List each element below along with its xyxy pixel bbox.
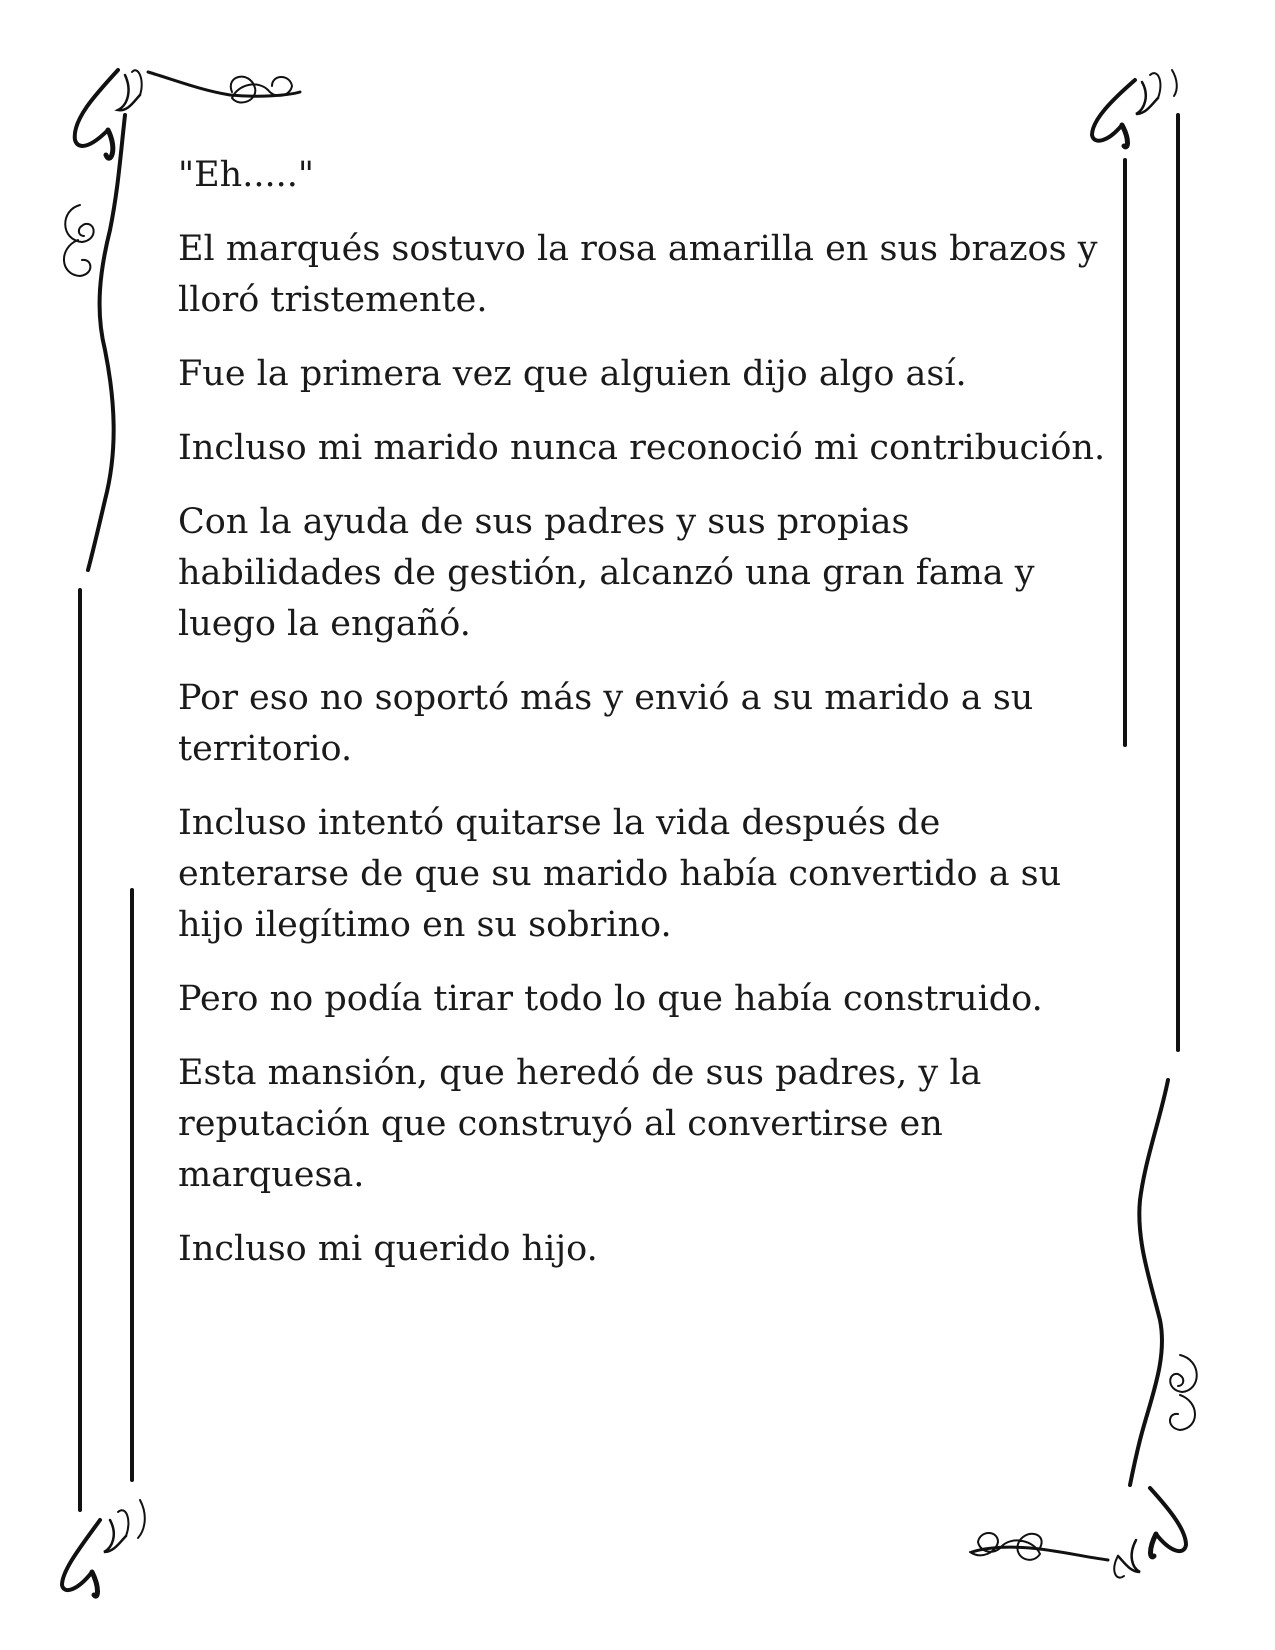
paragraph-2: El marqués sostuvo la rosa amarilla en sus brazos y lloró tristemente. [178, 229, 1098, 320]
paragraph-3: Fue la primera vez que alguien dijo algo así. [178, 354, 967, 394]
paragraph-7: Incluso intentó quitarse la vida después de enterarse de que su marido había convertido a su hijo ilegítimo en su sobrino. [178, 803, 1062, 945]
paragraph-4: Incluso mi marido nunca reconoció mi contribución. [178, 428, 1106, 468]
paragraph-9: Esta mansión, que heredó de sus padres, y la reputación que construyó al convertirse en marquesa. [178, 1053, 982, 1195]
paragraph-5: Con la ayuda de sus padres y sus propias habilidades de gestión, alcanzó una gran fama y luego la engañó. [178, 502, 1035, 644]
paragraph-10: Incluso mi querido hijo. [178, 1229, 598, 1269]
paragraph-8: Pero no podía tirar todo lo que había construido. [178, 979, 1043, 1019]
paragraph-6: Por eso no soportó más y envió a su marido a su territorio. [178, 678, 1034, 769]
paragraph-1: "Eh....." [178, 155, 314, 195]
bottom-left-flourish-icon [62, 1500, 145, 1596]
story-text [178, 150, 1108, 1298]
top-right-flourish-icon [1092, 70, 1177, 147]
